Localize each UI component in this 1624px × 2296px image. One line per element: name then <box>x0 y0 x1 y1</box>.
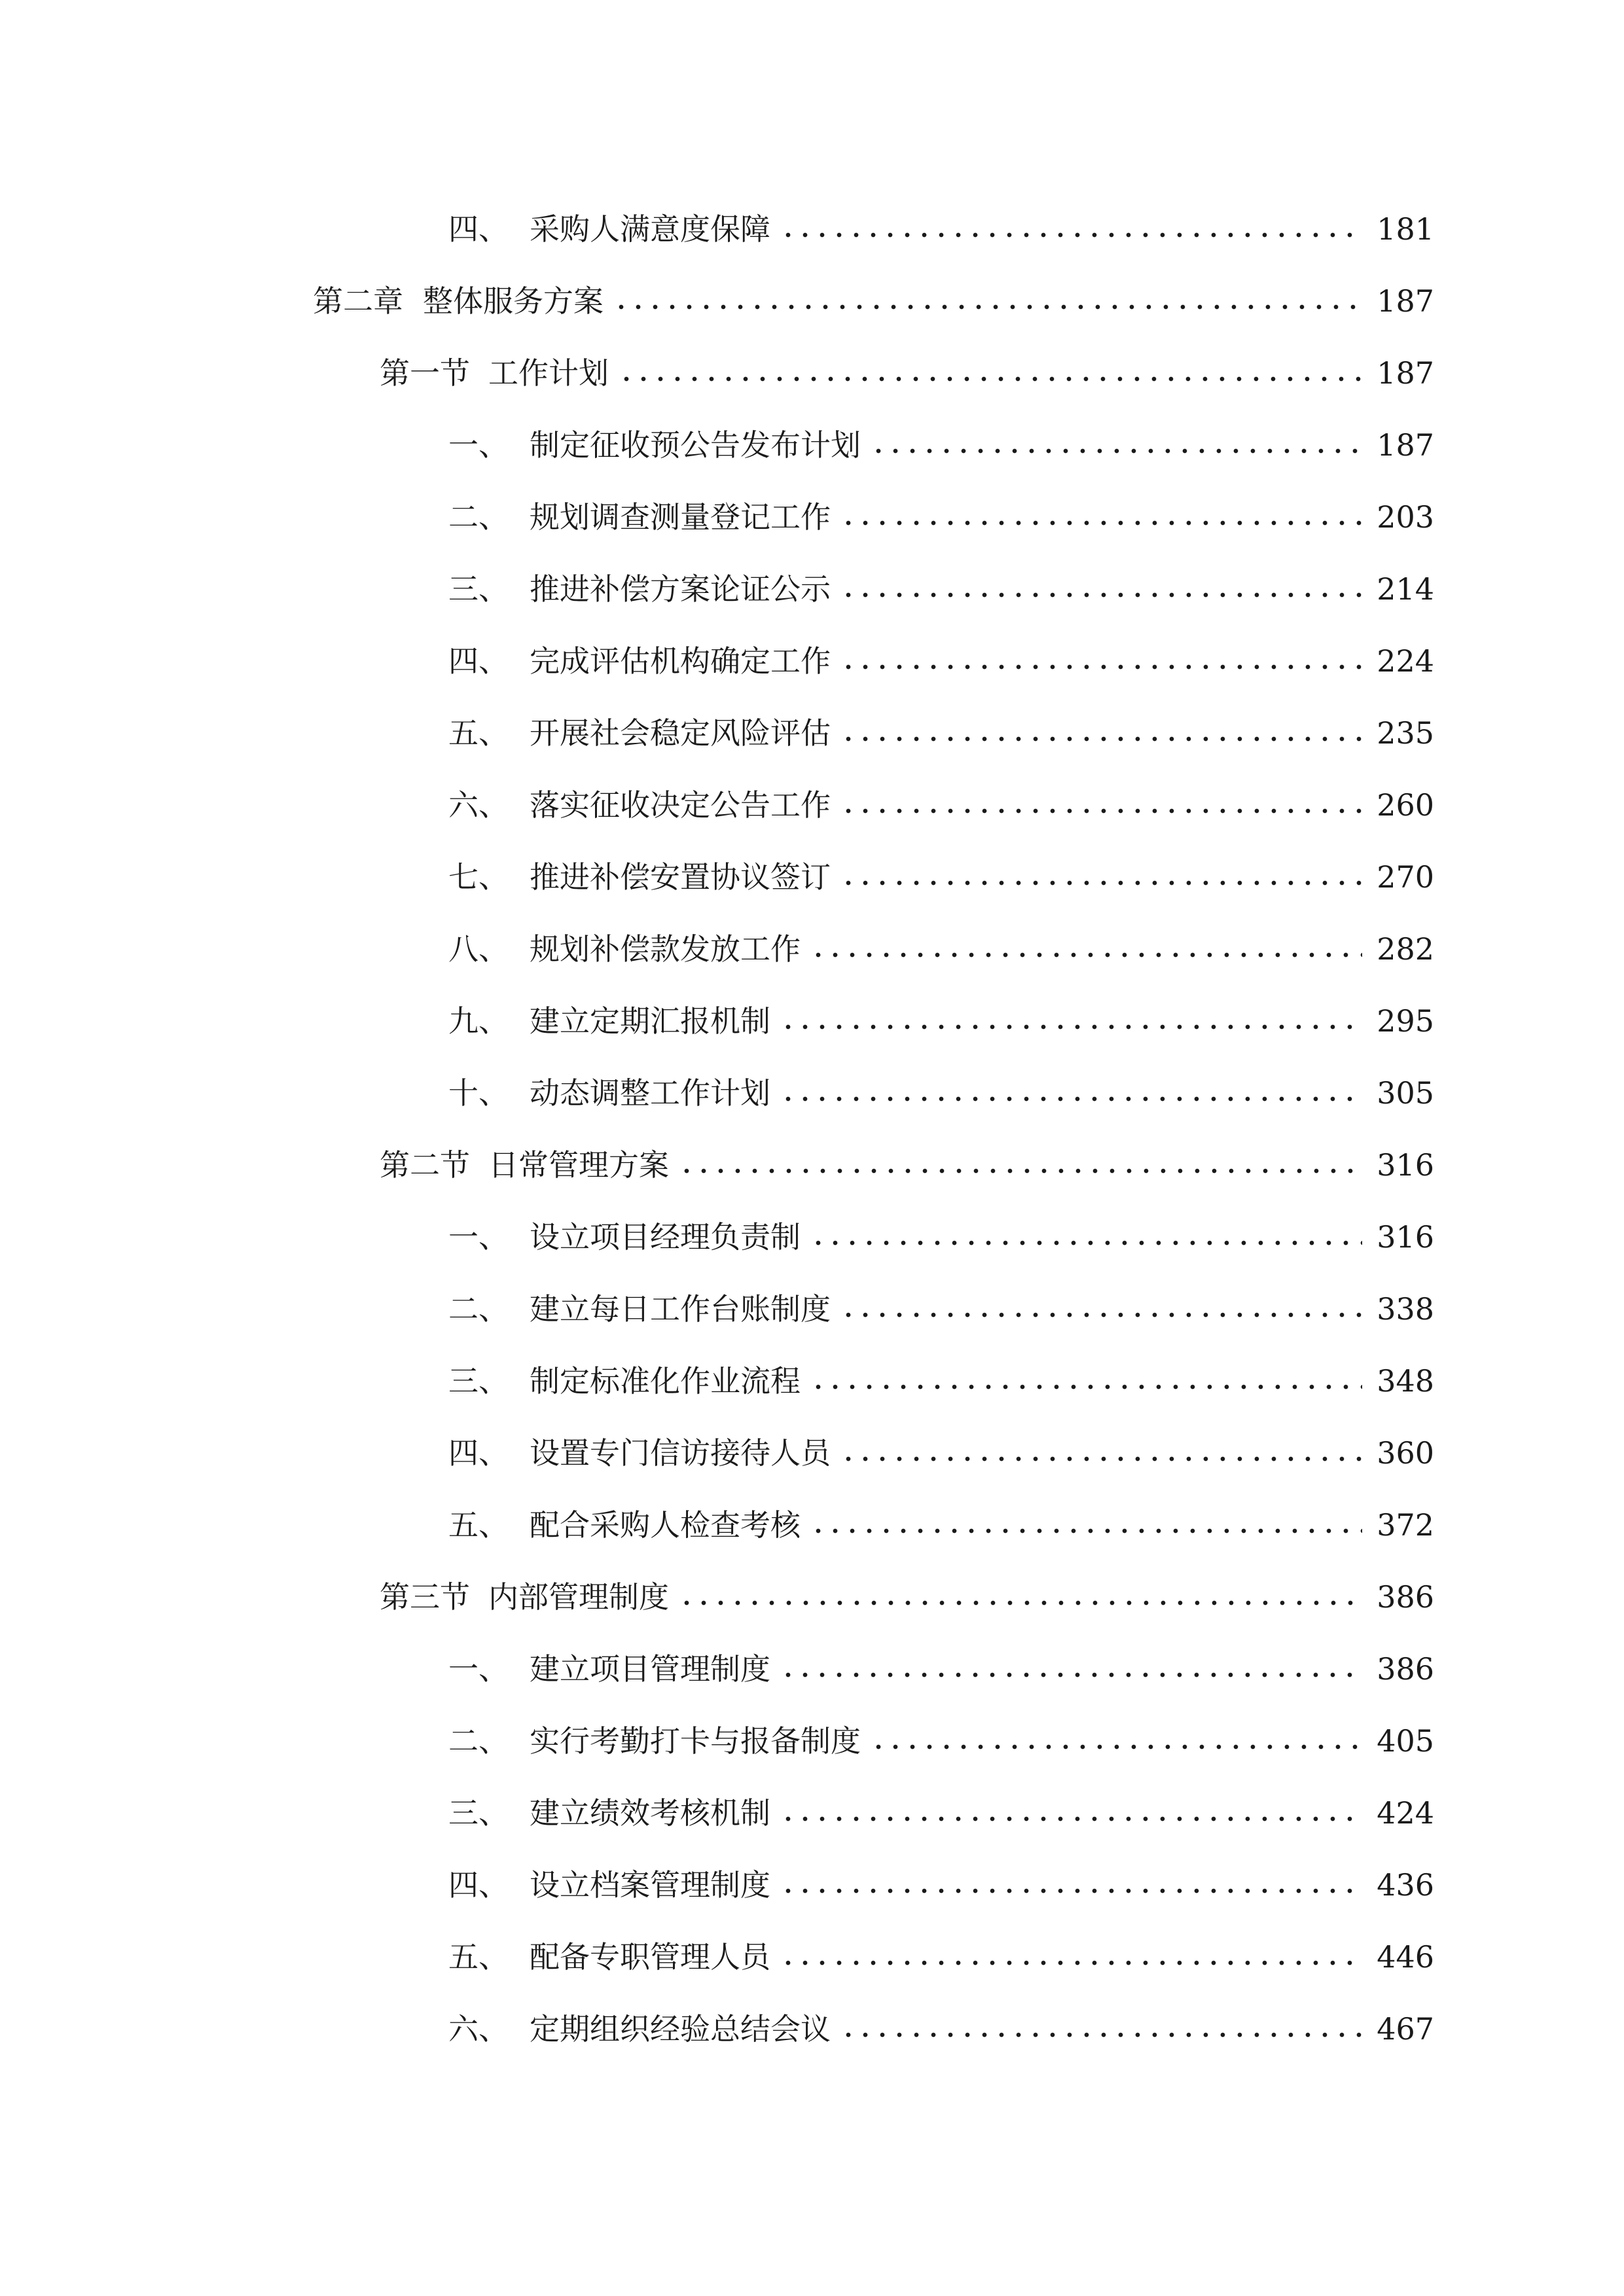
toc-entry[interactable] <box>0 1712 1624 1770</box>
toc-entry-number: 四、 <box>448 1435 509 1471</box>
toc-entry-text <box>448 2000 1375 2058</box>
toc-entry-title: 规划补偿款发放工作 <box>530 931 801 967</box>
toc-entry-page: 187 <box>1377 355 1434 391</box>
toc-entry-number: 一、 <box>448 1219 509 1255</box>
toc-entry-page: 316 <box>1377 1147 1434 1183</box>
toc-entry-title: 设置专门信访接待人员 <box>530 1435 831 1471</box>
toc-entry[interactable] <box>0 1208 1624 1266</box>
toc-entry-text <box>448 632 1375 691</box>
toc-entry-text <box>380 1568 1375 1626</box>
toc-entry-title: 建立绩效考核机制 <box>530 1795 770 1831</box>
toc-entry-text <box>448 704 1375 762</box>
toc-entry-title: 推进补偿方案论证公示 <box>530 571 831 607</box>
toc-dot-leader <box>678 1568 1362 1626</box>
toc-entry-title: 内部管理制度 <box>488 1579 669 1615</box>
toc-entry[interactable] <box>0 560 1624 619</box>
toc-entry[interactable] <box>0 704 1624 762</box>
toc-dot-leader <box>780 1064 1362 1122</box>
toc-entry[interactable] <box>0 272 1624 331</box>
toc-entry-title: 落实征收决定公告工作 <box>530 787 831 823</box>
toc-entry-text <box>448 920 1375 978</box>
toc-entry-text <box>448 488 1375 547</box>
toc-entry-title: 制定征收预公告发布计划 <box>530 427 861 463</box>
toc-dot-leader <box>810 920 1362 978</box>
toc-entry[interactable] <box>0 632 1624 691</box>
toc-entry[interactable] <box>0 1424 1624 1482</box>
toc-entry-page: 270 <box>1377 859 1434 895</box>
toc-entry[interactable] <box>0 1496 1624 1554</box>
toc-entry-number: 九、 <box>448 1003 509 1039</box>
toc-entry-title: 实行考勤打卡与报备制度 <box>530 1723 861 1759</box>
toc-entry-number: 一、 <box>448 427 509 463</box>
toc-entry[interactable] <box>0 1568 1624 1626</box>
toc-entry-title: 建立每日工作台账制度 <box>530 1291 831 1327</box>
toc-entry-page: 338 <box>1377 1291 1434 1327</box>
toc-dot-leader <box>840 848 1362 906</box>
toc-entry-page: 203 <box>1377 499 1434 535</box>
toc-dot-leader <box>780 1928 1362 1986</box>
toc-dot-leader <box>840 632 1362 691</box>
toc-entry-text <box>448 776 1375 834</box>
toc-dot-leader <box>840 1424 1362 1482</box>
toc-entry-page: 405 <box>1377 1723 1434 1759</box>
toc-entry-title: 设立项目经理负责制 <box>530 1219 801 1255</box>
toc-entry-number: 第三节 <box>380 1579 470 1615</box>
toc-entry-text <box>448 1352 1375 1410</box>
toc-entry-page: 187 <box>1377 283 1434 319</box>
toc-entry-page: 446 <box>1377 1939 1434 1975</box>
toc-entry-title: 定期组织经验总结会议 <box>530 2011 831 2047</box>
toc-entry-number: 五、 <box>448 1507 509 1543</box>
toc-entry-number: 四、 <box>448 643 509 679</box>
toc-entry-text <box>448 1640 1375 1698</box>
toc-entry-number: 四、 <box>448 1867 509 1903</box>
toc-entry[interactable] <box>0 416 1624 475</box>
toc-entry-text <box>380 1136 1375 1194</box>
toc-dot-leader <box>840 2000 1362 2058</box>
toc-entry-title: 配合采购人检查考核 <box>530 1507 801 1543</box>
toc-entry-title: 日常管理方案 <box>488 1147 669 1183</box>
toc-dot-leader <box>780 992 1362 1050</box>
toc-entry-number: 第二节 <box>380 1147 470 1183</box>
toc-entry-title: 完成评估机构确定工作 <box>530 643 831 679</box>
toc-entry-title: 整体服务方案 <box>423 283 604 319</box>
toc-entry-page: 348 <box>1377 1363 1434 1399</box>
toc-entry[interactable] <box>0 488 1624 547</box>
toc-entry[interactable] <box>0 848 1624 906</box>
toc-entry-title: 采购人满意度保障 <box>530 211 770 247</box>
toc-entry-title: 配备专职管理人员 <box>530 1939 770 1975</box>
toc-entry-number: 二、 <box>448 1291 509 1327</box>
toc-entry-text <box>380 344 1375 403</box>
toc-dot-leader <box>840 704 1362 762</box>
toc-entry-title: 开展社会稳定风险评估 <box>530 715 831 751</box>
toc-entry[interactable] <box>0 2000 1624 2058</box>
toc-dot-leader <box>780 1784 1362 1842</box>
toc-entry-page: 260 <box>1377 787 1434 823</box>
toc-entry[interactable] <box>0 344 1624 403</box>
toc-entry-number: 十、 <box>448 1075 509 1111</box>
toc-entry-text <box>448 1280 1375 1338</box>
toc-entry-page: 360 <box>1377 1435 1434 1471</box>
toc-entry-page: 224 <box>1377 643 1434 679</box>
toc-entry[interactable] <box>0 1352 1624 1410</box>
toc-entry[interactable] <box>0 776 1624 834</box>
toc-entry[interactable] <box>0 1784 1624 1842</box>
toc-entry-title: 规划调查测量登记工作 <box>530 499 831 535</box>
toc-entry-page: 372 <box>1377 1507 1434 1543</box>
toc-entry-page: 187 <box>1377 427 1434 463</box>
toc-entry-title: 设立档案管理制度 <box>530 1867 770 1903</box>
toc-entry-text <box>448 1712 1375 1770</box>
toc-entry-text <box>448 1424 1375 1482</box>
toc-entry-text <box>448 1064 1375 1122</box>
toc-dot-leader <box>870 1712 1362 1770</box>
toc-dot-leader <box>780 1856 1362 1914</box>
toc-entry-title: 建立定期汇报机制 <box>530 1003 770 1039</box>
toc-dot-leader <box>810 1208 1362 1266</box>
toc-entry-text <box>313 272 1375 331</box>
toc-entry-number: 二、 <box>448 1723 509 1759</box>
toc-entry-page: 424 <box>1377 1795 1434 1831</box>
toc-entry-text <box>448 1856 1375 1914</box>
toc-entry-number: 第二章 <box>313 283 403 319</box>
toc-entry[interactable] <box>0 1928 1624 1986</box>
toc-entry-number: 八、 <box>448 931 509 967</box>
toc-dot-leader <box>810 1352 1362 1410</box>
toc-entry-number: 四、 <box>448 211 509 247</box>
toc-entry-number: 五、 <box>448 1939 509 1975</box>
toc-entry-title: 推进补偿安置协议签订 <box>530 859 831 895</box>
toc-entry-number: 六、 <box>448 2011 509 2047</box>
toc-entry-number: 七、 <box>448 859 509 895</box>
toc-dot-leader <box>780 1640 1362 1698</box>
toc-dot-leader <box>678 1136 1362 1194</box>
toc-entry[interactable] <box>0 1640 1624 1698</box>
toc-entry-text <box>448 416 1375 475</box>
toc-entry[interactable] <box>0 200 1624 259</box>
toc-entry-number: 一、 <box>448 1651 509 1687</box>
toc-dot-leader <box>618 344 1362 403</box>
toc-entry-page: 316 <box>1377 1219 1434 1255</box>
toc-entry-number: 二、 <box>448 499 509 535</box>
toc-entry-title: 制定标准化作业流程 <box>530 1363 801 1399</box>
toc-entry[interactable] <box>0 920 1624 978</box>
toc-entry-page: 214 <box>1377 571 1434 607</box>
toc-entry-page: 467 <box>1377 2011 1434 2047</box>
toc-entry-title: 动态调整工作计划 <box>530 1075 770 1111</box>
toc-entry-page: 305 <box>1377 1075 1434 1111</box>
toc-dot-leader <box>840 560 1362 619</box>
toc-entry-text <box>448 560 1375 619</box>
toc-dot-leader <box>810 1496 1362 1554</box>
toc-entry-number: 三、 <box>448 1795 509 1831</box>
toc-entry-text <box>448 200 1375 259</box>
toc-entry-number: 五、 <box>448 715 509 751</box>
toc-dot-leader <box>840 776 1362 834</box>
toc-entry-text <box>448 848 1375 906</box>
toc-entry-page: 386 <box>1377 1651 1434 1687</box>
toc-entry-title: 建立项目管理制度 <box>530 1651 770 1687</box>
toc-dot-leader <box>840 488 1362 547</box>
toc-entry-number: 六、 <box>448 787 509 823</box>
toc-entry[interactable] <box>0 1064 1624 1122</box>
toc-entry-text <box>448 1784 1375 1842</box>
toc-entry-number: 三、 <box>448 1363 509 1399</box>
toc-dot-leader <box>613 272 1362 331</box>
toc-entry[interactable] <box>0 1136 1624 1194</box>
toc-entry[interactable] <box>0 1856 1624 1914</box>
toc-entry-page: 235 <box>1377 715 1434 751</box>
toc-entry-page: 386 <box>1377 1579 1434 1615</box>
toc-entry-number: 三、 <box>448 571 509 607</box>
toc-entry[interactable] <box>0 1280 1624 1338</box>
toc-entry-title: 工作计划 <box>488 355 609 391</box>
toc-entry-text <box>448 1496 1375 1554</box>
toc-dot-leader <box>780 200 1362 259</box>
toc-entry-page: 295 <box>1377 1003 1434 1039</box>
toc-entry-text <box>448 1208 1375 1266</box>
toc-entry-page: 181 <box>1377 211 1434 247</box>
toc-dot-leader <box>870 416 1362 475</box>
toc-entry-number: 第一节 <box>380 355 470 391</box>
toc-entry-text <box>448 992 1375 1050</box>
toc-dot-leader <box>840 1280 1362 1338</box>
toc-entry-page: 282 <box>1377 931 1434 967</box>
toc-entry[interactable] <box>0 992 1624 1050</box>
toc-entry-page: 436 <box>1377 1867 1434 1903</box>
toc-entry-text <box>448 1928 1375 1986</box>
